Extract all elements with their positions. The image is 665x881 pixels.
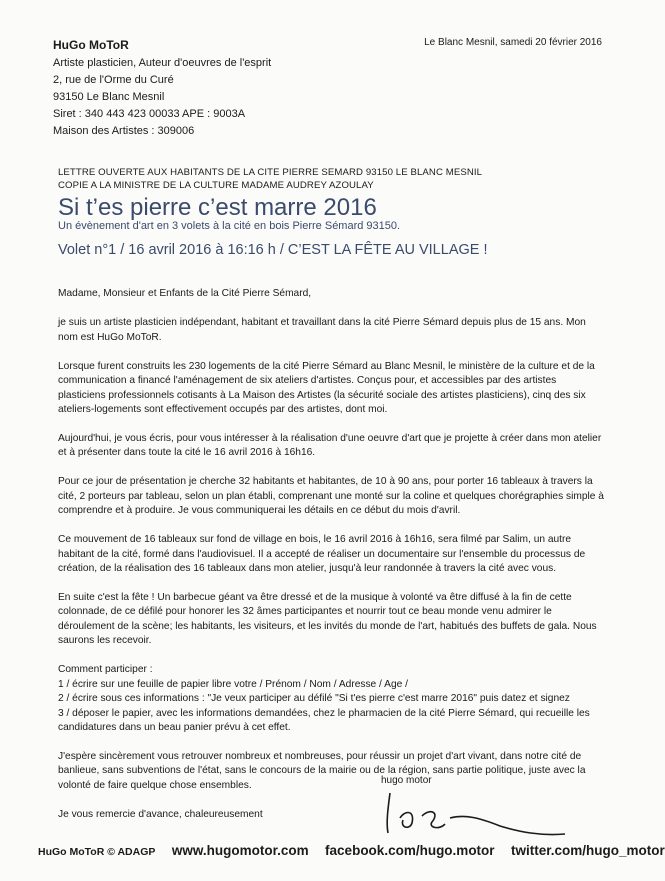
open-letter-line-1: LETTRE OUVERTE AUX HABITANTS DE LA CITE PIERRE SEMARD 93150 LE BLANC MESNIL: [58, 167, 483, 178]
paragraph-purpose: Aujourd'hui, je vous écris, pour vous intéresser à la réalisation d'une oeuvre d'art que je projette à créer dans mon atelier et à présenter dans toute la cité le 16 avril 2016 à 16h16.: [58, 433, 602, 459]
open-letter-line-2: COPIE A LA MINISTRE DE LA CULTURE MADAME AUDREY AZOULAY: [58, 180, 374, 191]
footer-facebook-link[interactable]: facebook.com/hugo.motor: [325, 843, 495, 858]
footer-copyright: HuGo MoToR © ADAGP: [38, 846, 156, 858]
sender-city: 93150 Le Blanc Mesnil: [53, 91, 165, 103]
paragraph-history: Lorsque furent construits les 230 logements de la cité Pierre Sémard au Blanc Mesnil, le ministère de la culture et de la communication a financé l'aménagement de six ateliers d'artistes. Conçus pour, et accessibles par des artistes plasticiens professionnels cotisants à La Maison des Artistes (la sécurité sociale des artistes plasticiens), cinq des six ateliers-logements sont effectivement occupés par des artistes, dont moi.: [58, 360, 595, 416]
signature-scribble-icon: [370, 788, 570, 838]
sender-title: Artiste plasticien, Auteur d'oeuvres de l'esprit: [53, 57, 272, 69]
footer: [38, 842, 665, 862]
page-title: Si t’es pierre c’est marre 2016: [58, 194, 377, 221]
sender-block: [53, 36, 271, 140]
how-to-title: Comment participer :: [58, 664, 153, 676]
volet-heading: Volet n°1 / 16 avril 2016 à 16:16 h / C’EST LA FÊTE AU VILLAGE !: [58, 242, 488, 258]
how-to-step-1: 1 / écrire sur une feuille de papier libre votre / Prénom / Nom / Adresse / Age /: [58, 678, 408, 690]
paragraph-party: En suite c'est la fête ! Un barbecue géant va être dressé et de la musique à volonté va être diffusé à la fin de cette colonnade, de ce défilé pour honorer les 32 âmes participantes et nourrir tout ce beau monde venu admirer le déroulement de la scène; les habitants, les visiteurs, et les invités du monde de l'art, habitués des buffets de gala. Nous saurons les recevoir.: [58, 592, 597, 647]
footer-twitter-link[interactable]: twitter.com/hugo_motor: [511, 843, 665, 858]
how-to-step-2: 2 / écrire sous ces informations : "Je veux participer au défilé "Si t'es pierre c'est marre 2016" puis datez et signez: [58, 693, 570, 705]
paragraph-hope: J'espère sincèrement vous retrouver nombreux et nombreuses, pour réussir un projet d'art vivant, dans notre cité de banlieue, sans subventions de l'état, sans le concours de la mairie ou de la région, sans partie politique, juste avec la volonté de faire quelque chose ensembles.: [58, 750, 586, 791]
paragraph-participants: Pour ce jour de présentation je cherche 32 habitants et habitantes, de 10 à 90 ans, pour porter 16 tableaux à travers la cité, 2 porteurs par tableau, selon un plan établi, comprenant une monté sur la coline et quelques chorégraphies simple à comprendre et à produire. Je vous communiquerai les détails en ce début du mois d'avril.: [58, 476, 604, 517]
sender-street: 2, rue de l'Orme du Curé: [53, 74, 174, 86]
letter-body: [58, 287, 606, 837]
sender-maison: Maison des Artistes : 309006: [53, 125, 195, 137]
paragraph-intro: je suis un artiste plasticien indépendant, habitant et travaillant dans la cité Pierre Sémard depuis plus de 15 ans. Mon nom est HuGo MoToR.: [58, 317, 586, 343]
how-to-step-3: 3 / déposer le papier, avec les informations demandées, chez le pharmacien de la cité Pierre Sémard, qui recueille les candidatures dans un beau panier prévu à cet effet.: [58, 707, 590, 733]
paragraph-film: Ce mouvement de 16 tableaux sur fond de village en bois, le 16 avril 2016 à 16h16, sera filmé par Salim, un autre habitant de la cité, formé dans l'audiovisuel. Il a accepté de réaliser un documentaire sur l'ensemble du processus de création, de la réalisation des 16 tableaux dans mon atelier, jusqu'à leur randonnée à travers la cité avec vous.: [58, 534, 586, 575]
footer-website-link[interactable]: www.hugomotor.com: [171, 843, 309, 858]
greeting: Madame, Monsieur et Enfants de la Cité Pierre Sémard,: [58, 288, 312, 299]
page-subtitle: Un évènement d'art en 3 volets à la cité en bois Pierre Sémard 93150.: [58, 220, 401, 232]
sender-siret: Siret : 340 443 423 00033 APE : 9003A: [53, 108, 246, 120]
open-letter-header: [58, 166, 482, 192]
closing-line: Je vous remercie d'avance, chaleureusement: [58, 808, 263, 820]
sender-name: HuGo MoToR: [53, 38, 129, 52]
letter-date: Le Blanc Mesnil, samedi 20 février 2016: [424, 37, 602, 48]
signature-name: hugo motor: [381, 775, 432, 786]
